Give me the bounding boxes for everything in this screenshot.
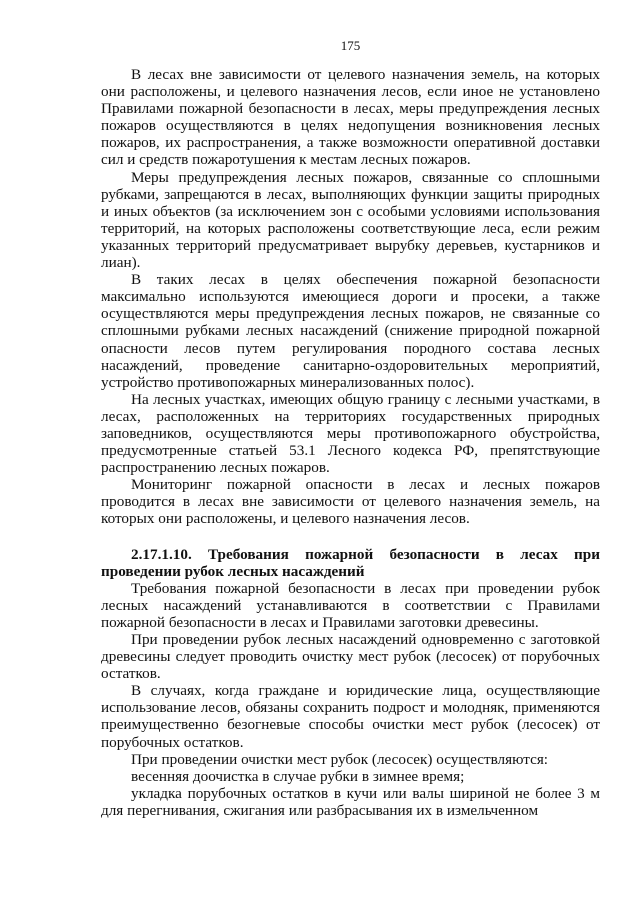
paragraph: При проведении рубок лесных насаждений одновременно с заготовкой древесины следует проводить очистку мест рубок (лесосек) от порубочных остатков.: [101, 631, 600, 683]
paragraph: На лесных участках, имеющих общую границу с лесными участками, в лесах, расположенных на территориях государственных природных заповедников, осуществляются меры противопожарного обустройства, предусмотренные статьей 53.1 Лесного кодекса РФ, препятствующие распространению лесных пожаров.: [101, 390, 600, 477]
list-item: весенняя доочистка в случае рубки в зимнее время;: [131, 767, 465, 785]
paragraph: Требования пожарной безопасности в лесах при проведении рубок лесных насаждений устанавливаются в соответствии с Правилами пожарной безопасности в лесах и Правилами заготовки древесины.: [101, 579, 600, 631]
page-number: 175: [340, 38, 361, 53]
section-heading: 2.17.1.10. Требования пожарной безопасности в лесах при проведении рубок лесных насаждений: [101, 545, 600, 580]
list-item: укладка порубочных остатков в кучи или валы шириной не более 3 м для перегнивания, сжигания или разбрасывания их в измельченном: [101, 784, 600, 819]
paragraph: Мониторинг пожарной опасности в лесах и лесных пожаров проводится в лесах вне зависимости от целевого назначения земель, на которых они расположены, и целевого назначения лесов.: [101, 476, 600, 528]
body-text-bottom: [101, 580, 600, 819]
paragraph: При проведении очистки мест рубок (лесосек) осуществляются:: [131, 750, 549, 768]
paragraph: В лесах вне зависимости от целевого назначения земель, на которых они расположены, и целевого назначения лесов, если иное не установлено Правилами пожарной безопасности в лесах, меры предупреждения лесных пожаров осуществляются в целях недопущения возникновения лесных пожаров, их распространения, а также возможности оперативной доставки сил и средств пожаротушения к местам лесных пожаров.: [101, 66, 600, 169]
paragraph: В случаях, когда граждане и юридические лица, осуществляющие использование лесов, обязаны сохранить подрост и молодняк, применяются преимущественно безогневые способы очистки мест рубок (лесосек) от порубочных остатков.: [101, 682, 600, 751]
paragraph: В таких лесах в целях обеспечения пожарной безопасности максимально используются имеющиеся дороги и просеки, а также осуществляются меры предупреждения лесных пожаров, не связанные со сплошными рубками лесных насаждений (снижение природной пожарной опасности лесов путем регулирования породного состава лесных насаждений, проведение санитарно-оздоровительных мероприятий, устройство противопожарных минерализованных полос).: [101, 271, 600, 391]
body-text-top: [101, 66, 600, 528]
paragraph: Меры предупреждения лесных пожаров, связанные со сплошными рубками, запрещаются в лесах, выполняющих функции защиты природных и иных объектов (за исключением зон с особыми условиями использования территорий, на которых расположены соответствующие леса, если режим указанных территорий предусматривает вырубку деревьев, кустарников и лиан).: [101, 168, 600, 272]
